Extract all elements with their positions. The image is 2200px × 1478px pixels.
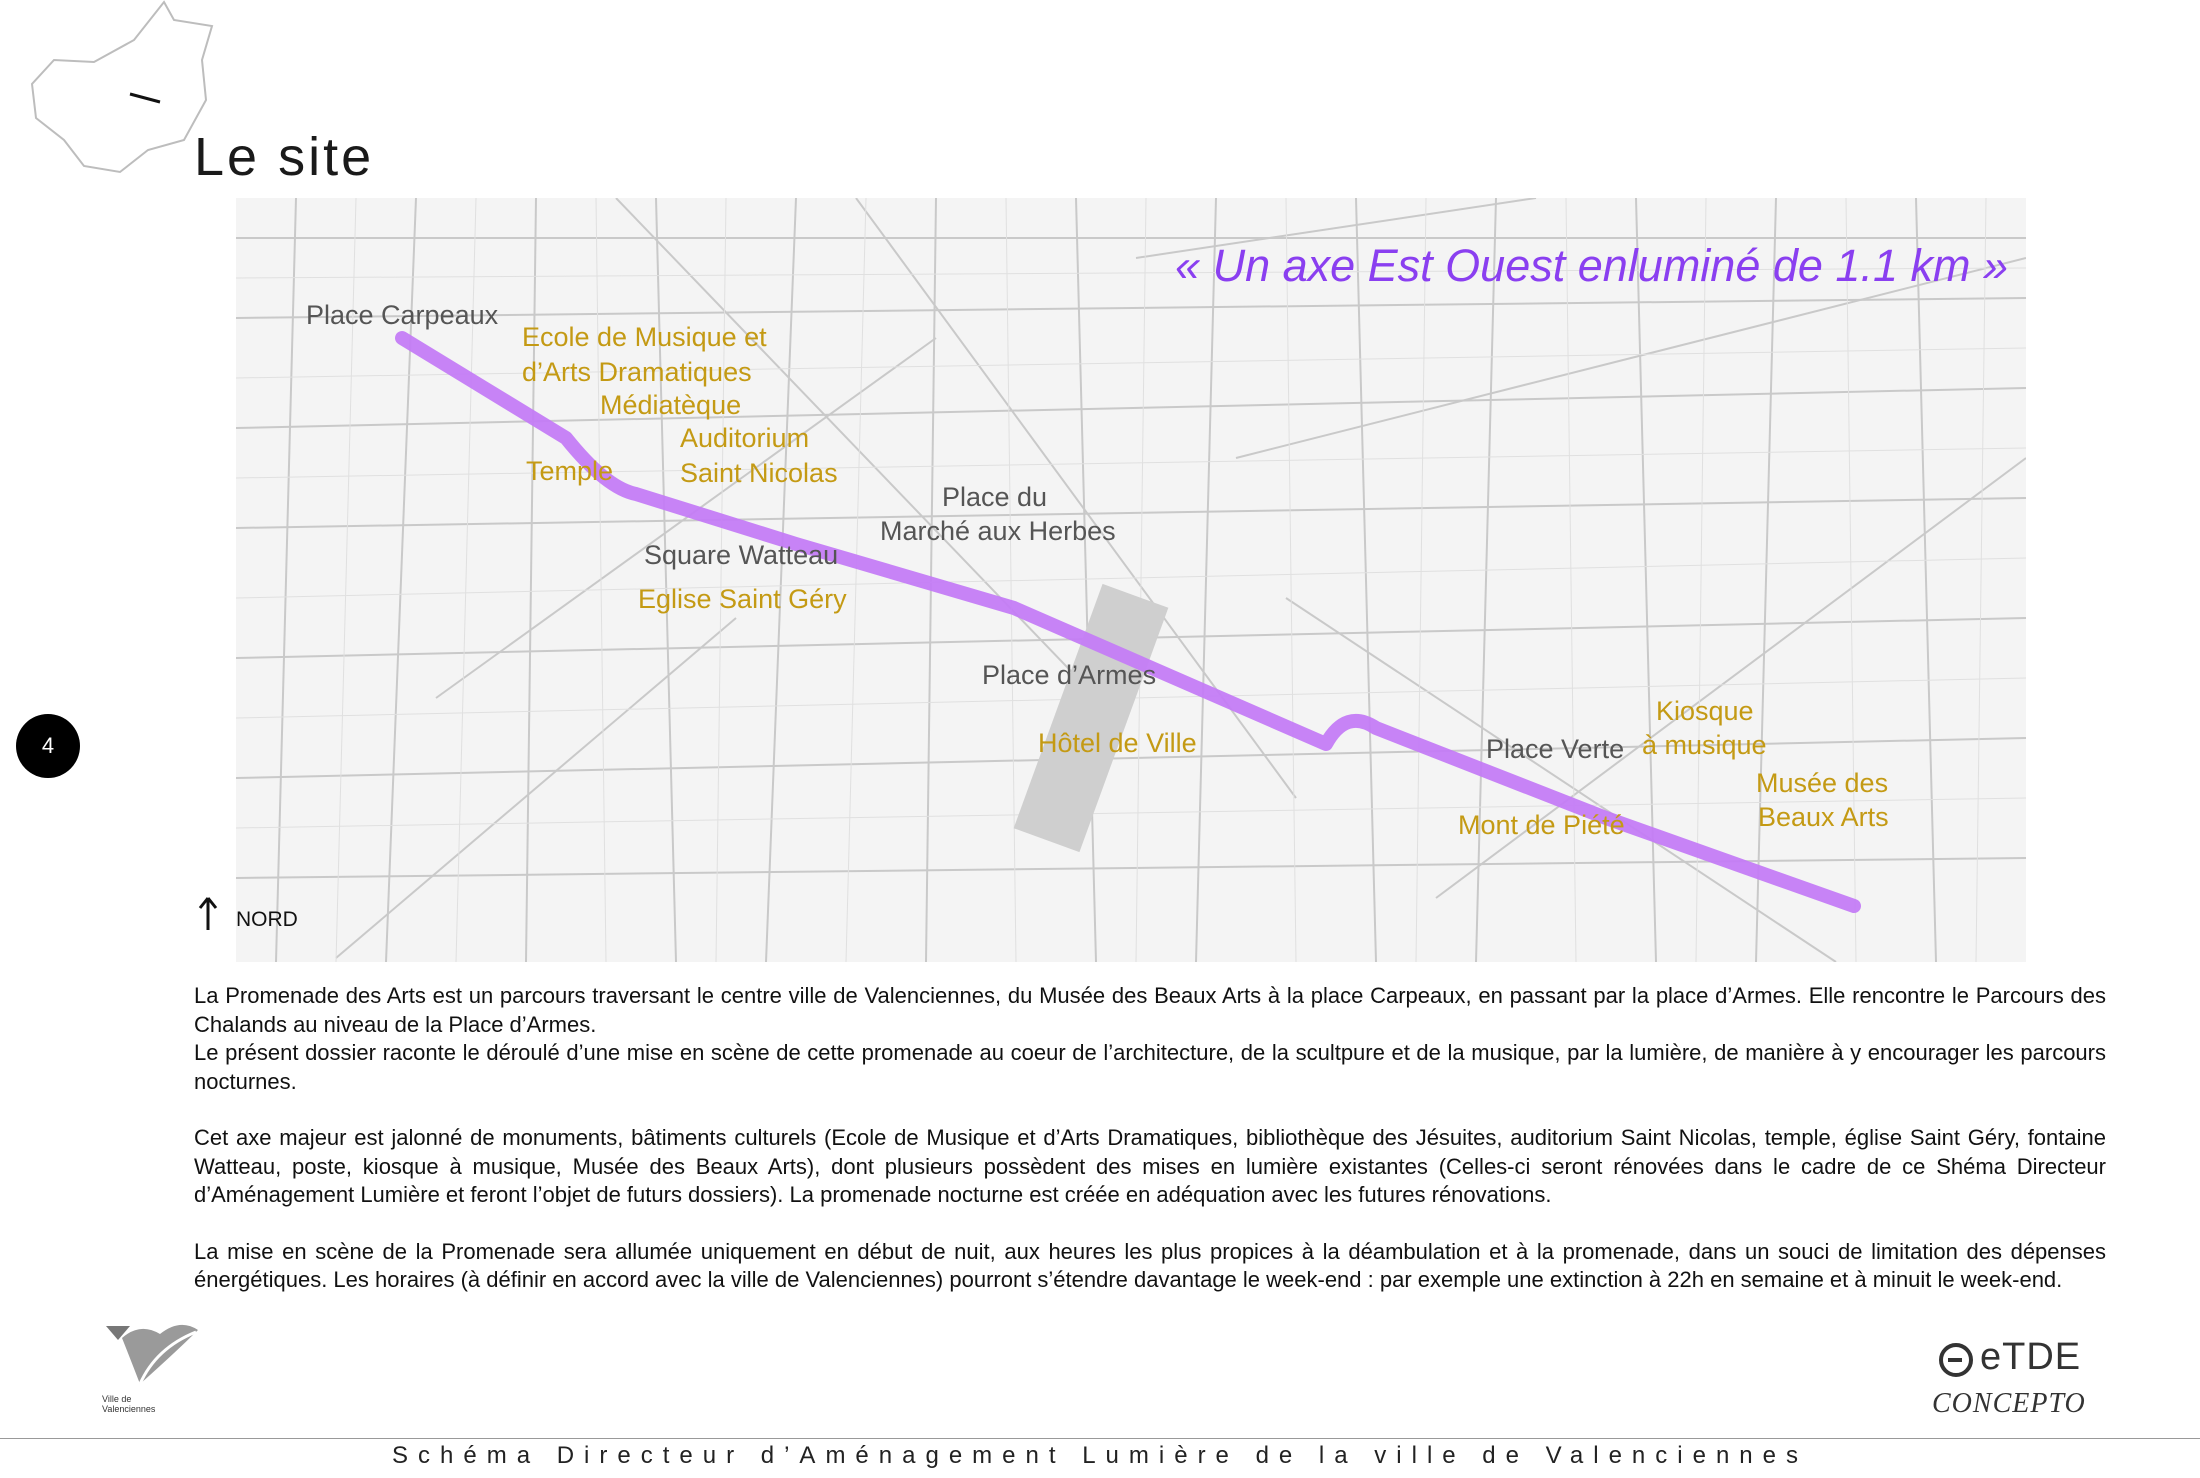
label-place-carpeaux: Place Carpeaux [306, 300, 499, 330]
label-musee-2: Beaux Arts [1758, 802, 1889, 832]
label-place-marche-2: Marché aux Herbes [880, 516, 1116, 546]
footer-divider [0, 1438, 2200, 1439]
page-number-badge: 4 [16, 714, 80, 778]
etde-logo-icon [1936, 1340, 1976, 1380]
label-ecole-musique-2: d’Arts Dramatiques [522, 357, 752, 387]
north-label: NORD [236, 908, 298, 931]
footer-title: Schéma Directeur d’Aménagement Lumière de la ville de Valenciennes [392, 1442, 1808, 1469]
ville-de-valenciennes-logo [100, 1318, 210, 1418]
etde-wordmark: eTDE [1980, 1336, 2082, 1378]
label-mont-de-piete: Mont de Piété [1458, 810, 1625, 840]
label-place-verte: Place Verte [1486, 734, 1625, 764]
etde-logo [1936, 1336, 2106, 1380]
label-kiosque-2: à musique [1642, 730, 1767, 760]
label-place-marche-1: Place du [942, 482, 1048, 512]
street-grid [236, 198, 2026, 962]
label-mediateque: Médiatèque [600, 390, 742, 420]
page-title: Le site [194, 127, 375, 187]
paragraph-2: Cet axe majeur est jalonné de monuments, bâtiments culturels (Ecole de Musique et d’Arts Dramatiques, bibliothèque des Jésuites, auditorium Saint Nicolas, temple, église Saint Géry, fontaine Watteau, poste, kiosque à musique, Musée des Beaux Arts), dont plusieurs possèdent des mises en lumière existantes (Celles-ci seront rénovées dans le cadre de ce Shéma Directeur d’Aménagement Lumière et feront l’objet de futurs dossiers). La promenade nocturne est créée en adéquation avec les futures rénovations. [194, 1125, 2106, 1207]
label-hotel-de-ville: Hôtel de Ville [1038, 728, 1197, 758]
map-tagline: « Un axe Est Ouest enluminé de 1.1 km » [1175, 240, 2008, 291]
label-eglise-saint-gery: Eglise Saint Géry [638, 584, 847, 614]
ville-caption-2: Valenciennes [102, 1404, 156, 1414]
label-place-armes: Place d’Armes [982, 660, 1157, 690]
paragraph-1a: La Promenade des Arts est un parcours traversant le centre ville de Valenciennes, du Musée des Beaux Arts à la place Carpeaux, en passant par la place d’Armes. Elle rencontre le Parcours des Chalands au niveau de la Place d’Armes. [194, 983, 2106, 1037]
label-auditorium-2: Saint Nicolas [680, 458, 838, 488]
label-musee-1: Musée des [1756, 768, 1889, 798]
north-indicator [196, 896, 316, 936]
north-arrow-icon [196, 896, 220, 932]
label-auditorium-1: Auditorium [680, 423, 810, 453]
label-temple: Temple [526, 456, 614, 486]
ville-logo-icon [100, 1318, 200, 1392]
ville-caption-1: Ville de [102, 1394, 132, 1404]
body-text [194, 982, 2106, 1323]
paragraph-3: La mise en scène de la Promenade sera allumée uniquement en début de nuit, aux heures les plus propices à la déambulation et à la promenade, dans un souci de limitation des dépenses énergétiques. Les horaires (à définir en accord avec la ville de Valenciennes) pourront s’étendre davantage le week-end : par exemple une extinction à 22h en semaine et à minuit le week-end. [194, 1238, 2106, 1292]
site-map [236, 198, 2026, 962]
concepto-logo: CONCEPTO [1932, 1388, 2086, 1419]
paragraph-1b: Le présent dossier raconte le déroulé d’une mise en scène de cette promenade au coeur de l’architecture, de la scultpure et de la musique, par la lumière, de manière à y encourager les parcours nocturnes. [194, 1040, 2106, 1094]
label-ecole-musique-1: Ecole de Musique et [522, 322, 767, 352]
label-kiosque-1: Kiosque [1656, 696, 1754, 726]
label-square-watteau: Square Watteau [644, 540, 839, 570]
